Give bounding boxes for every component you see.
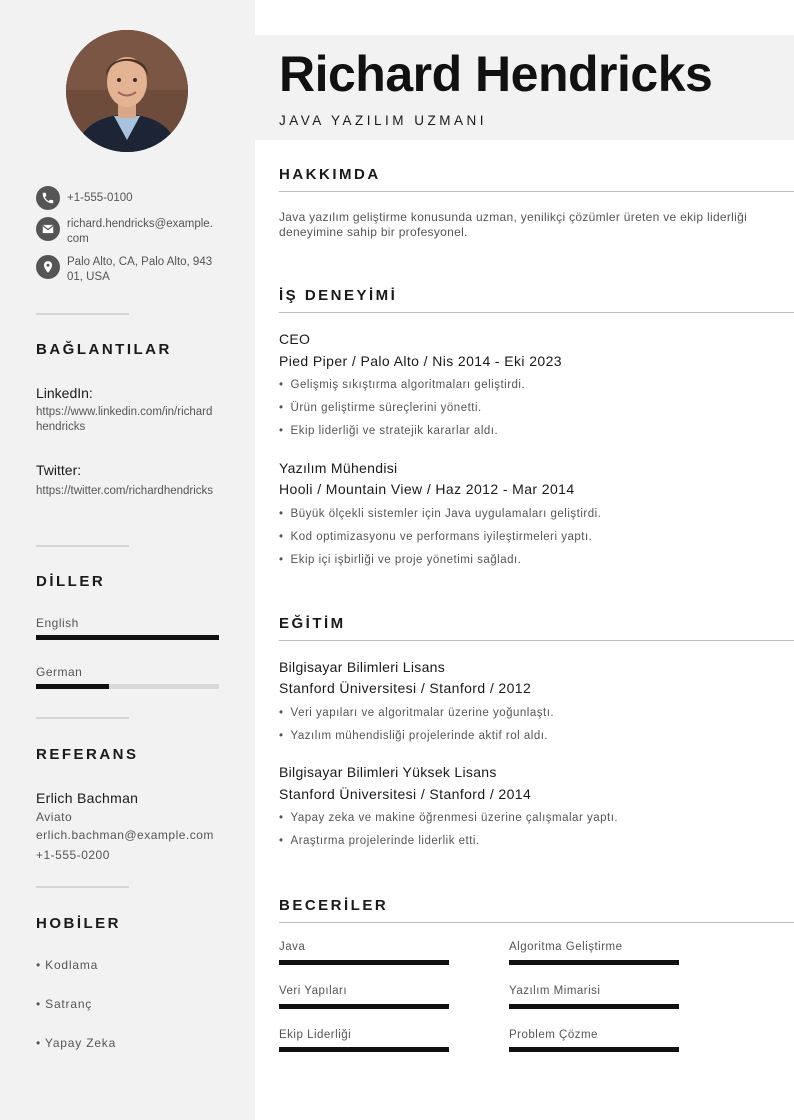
twitter-label: Twitter:	[36, 462, 82, 478]
reference-name: Erlich Bachman	[36, 790, 139, 806]
education-bullet: • Yapay zeka ve makine öğrenmesi üzerine çalışmalar yaptı.	[279, 812, 618, 824]
job-title: Yazılım Mühendisi	[279, 460, 398, 476]
envelope-icon	[36, 217, 60, 241]
skill-team-lead-bar	[279, 1047, 449, 1052]
hobby-item: • Yapay Zeka	[36, 1036, 117, 1050]
skill-fill	[509, 960, 679, 965]
job-bullet: • Ekip içi işbirliği ve proje yönetimi sağladı.	[279, 554, 521, 566]
skill-problem-solving: Problem Çözme	[509, 1029, 598, 1041]
person-role: JAVA YAZILIM UZMANI	[279, 113, 488, 128]
twitter-url[interactable]: https://twitter.com/richardhendricks	[36, 485, 214, 497]
linkedin-label: LinkedIn:	[36, 385, 93, 401]
connections-heading: BAĞLANTILAR	[36, 341, 172, 358]
divider	[36, 545, 129, 547]
skill-problem-solving-bar	[509, 1047, 679, 1052]
hobby-label: Yapay Zeka	[44, 1036, 117, 1050]
about-text: Java yazılım geliştirme konusunda uzman, yenilikçi çözümler üreten ve ekip liderliği deneyimine sahip bir profesyonel.	[279, 210, 748, 239]
skill-fill	[279, 960, 449, 965]
job-title: CEO	[279, 331, 311, 347]
job-bullet: • Gelişmiş sıkıştırma algoritmaları geliştirdi.	[279, 379, 525, 391]
main-content	[255, 0, 794, 1120]
profile-photo	[66, 30, 188, 152]
skill-data-structures: Veri Yapıları	[279, 985, 348, 997]
contact-address	[36, 255, 217, 285]
skill-architecture: Yazılım Mimarisi	[509, 985, 601, 997]
avatar	[66, 30, 188, 152]
education-title: Bilgisayar Bilimleri Yüksek Lisans	[279, 764, 497, 780]
skill-architecture-bar	[509, 1004, 679, 1009]
references-heading: REFERANS	[36, 746, 139, 763]
job-bullet: • Ekip liderliği ve stratejik kararlar aldı.	[279, 425, 498, 437]
languages-heading: DİLLER	[36, 573, 106, 590]
skill-fill	[279, 1047, 449, 1052]
hobbies-heading: HOBİLER	[36, 915, 121, 932]
skill-fill	[509, 1047, 679, 1052]
job-subtitle: Hooli / Mountain View / Haz 2012 - Mar 2014	[279, 481, 575, 497]
job-bullet: • Kod optimizasyonu ve performans iyileştirmeleri yaptı.	[279, 531, 592, 543]
hobby-label: Kodlama	[45, 958, 99, 972]
divider	[36, 717, 129, 719]
section-divider	[279, 191, 794, 192]
section-divider	[279, 312, 794, 313]
person-name: Richard Hendricks	[279, 46, 713, 102]
education-bullet: • Yazılım mühendisliği projelerinde aktif rol aldı.	[279, 730, 548, 742]
skill-fill	[509, 1004, 679, 1009]
reference-company: Aviato	[36, 810, 73, 824]
language-german: German	[36, 665, 83, 679]
skill-data-structures-bar	[279, 1004, 449, 1009]
hobby-item: • Kodlama	[36, 958, 99, 972]
language-english-fill	[36, 635, 219, 640]
about-heading: HAKKIMDA	[279, 166, 381, 183]
address-text: Palo Alto, CA, Palo Alto, 94301, USA	[67, 256, 213, 283]
language-german-fill	[36, 684, 109, 689]
section-divider	[279, 640, 794, 641]
language-english: English	[36, 616, 79, 630]
skill-java: Java	[279, 941, 306, 953]
phone-text: +1-555-0100	[67, 192, 133, 204]
linkedin-url[interactable]: https://www.linkedin.com/in/richardhendricks	[36, 406, 213, 433]
reference-email[interactable]: erlich.bachman@example.com	[36, 828, 214, 842]
phone-icon	[36, 186, 60, 210]
location-pin-icon	[36, 255, 60, 279]
skill-team-lead: Ekip Liderliği	[279, 1029, 352, 1041]
contact-phone	[36, 186, 217, 210]
reference-phone: +1-555-0200	[36, 848, 110, 862]
divider	[36, 886, 129, 888]
education-subtitle: Stanford Üniversitesi / Stanford / 2014	[279, 786, 532, 802]
job-bullet: • Büyük ölçekli sistemler için Java uygulamaları geliştirdi.	[279, 508, 601, 520]
language-english-bar	[36, 635, 219, 640]
section-divider	[279, 922, 794, 923]
education-subtitle: Stanford Üniversitesi / Stanford / 2012	[279, 680, 532, 696]
language-german-bar	[36, 684, 219, 689]
email-text[interactable]: richard.hendricks@example.com	[67, 218, 213, 245]
header	[255, 35, 794, 140]
job-bullet: • Ürün geliştirme süreçlerini yönetti.	[279, 402, 482, 414]
job-subtitle: Pied Piper / Palo Alto / Nis 2014 - Eki 2023	[279, 353, 562, 369]
skill-java-bar	[279, 960, 449, 965]
education-bullet: • Araştırma projelerinde liderlik etti.	[279, 835, 480, 847]
experience-heading: İŞ DENEYİMİ	[279, 287, 398, 304]
skill-algorithm-bar	[509, 960, 679, 965]
sidebar	[0, 0, 255, 1120]
skill-algorithm: Algoritma Geliştirme	[509, 941, 623, 953]
hobby-label: Satranç	[45, 997, 93, 1011]
hobby-item: • Satranç	[36, 997, 93, 1011]
skills-heading: BECERİLER	[279, 897, 389, 914]
education-title: Bilgisayar Bilimleri Lisans	[279, 659, 446, 675]
divider	[36, 313, 129, 315]
contact-email	[36, 217, 217, 247]
education-bullet: • Veri yapıları ve algoritmalar üzerine yoğunlaştı.	[279, 707, 554, 719]
education-heading: EĞİTİM	[279, 615, 346, 632]
skill-fill	[279, 1004, 449, 1009]
